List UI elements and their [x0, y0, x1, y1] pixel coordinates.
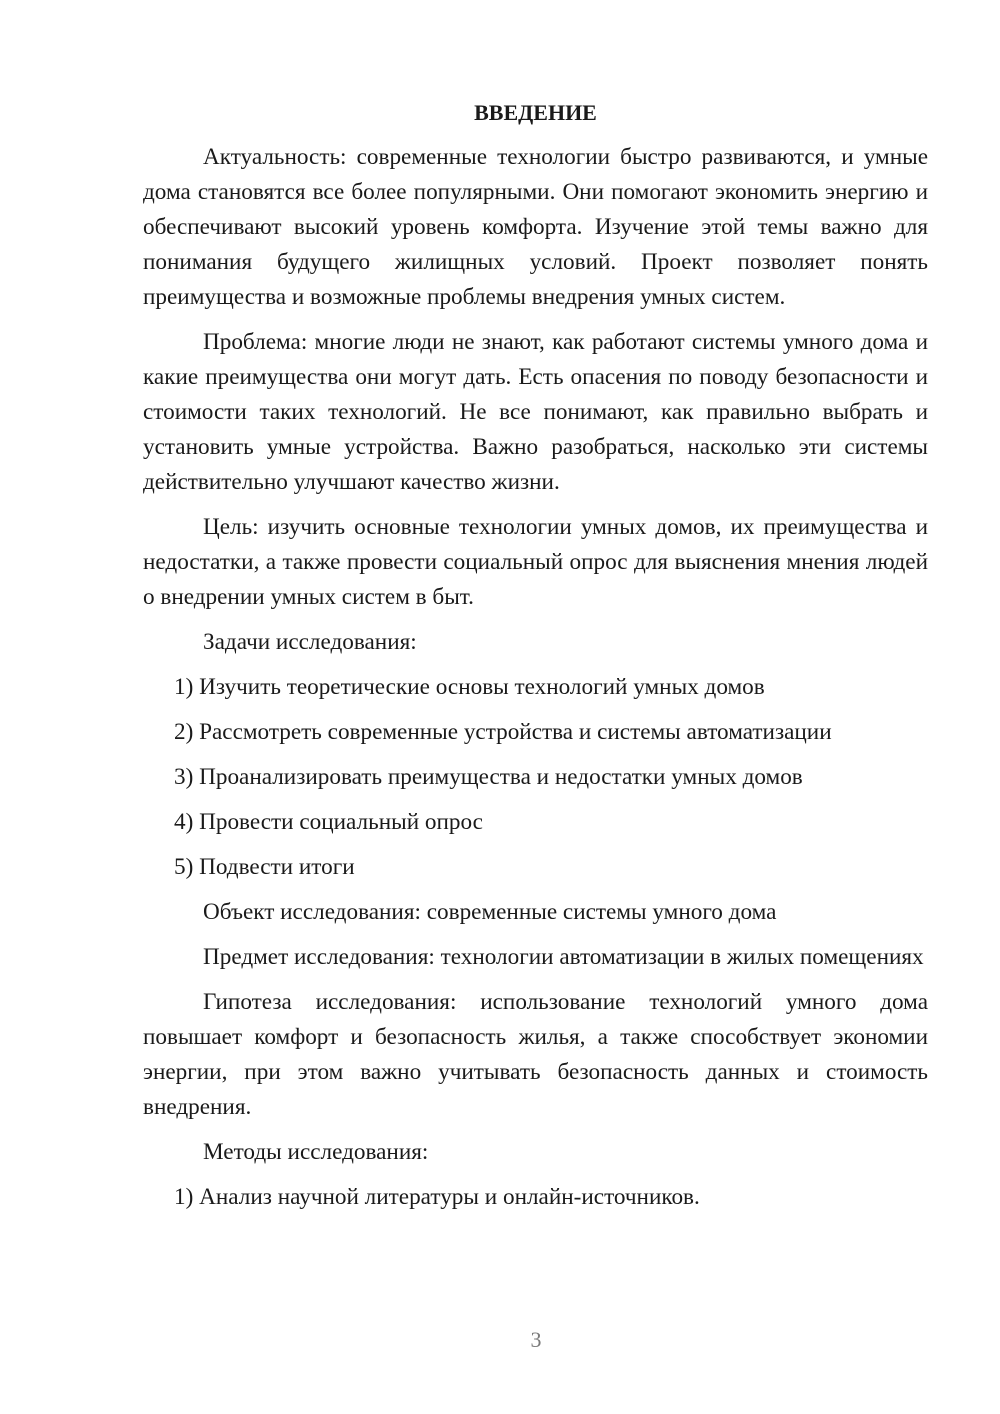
method-item: 1) Анализ научной литературы и онлайн-источников.	[174, 1184, 700, 1210]
hypothesis-paragraph: Гипотеза исследования: использование технологий умного дома повышает комфорт и безопасность жилья, а также способствует экономии энергии, при этом важно учитывать безопасность данных и стоимость внедрения.	[143, 989, 928, 1120]
relevance-paragraph: Актуальность: современные технологии быстро развиваются, и умные дома становятся все более популярными. Они помогают экономить энергию и обеспечивают высокий уровень комфорта. Изучение этой темы важно для понимания будущего жилищных условий. Проект позволяет понять преимущества и возможные проблемы внедрения умных систем.	[143, 144, 928, 310]
task-item: 1) Изучить теоретические основы технологий умных домов	[174, 674, 765, 700]
subject-paragraph: Предмет исследования: технологии автоматизации в жилых помещениях	[203, 944, 924, 970]
object-paragraph: Объект исследования: современные системы умного дома	[203, 899, 777, 925]
task-item: 3) Проанализировать преимущества и недостатки умных домов	[174, 764, 803, 790]
tasks-heading: Задачи исследования:	[203, 629, 417, 655]
task-item: 5) Подвести итоги	[174, 854, 355, 880]
methods-heading: Методы исследования:	[203, 1139, 429, 1165]
page-title: ВВЕДЕНИЕ	[474, 100, 597, 125]
page-content	[143, 95, 928, 1225]
task-item: 4) Провести социальный опрос	[174, 809, 483, 835]
goal-paragraph: Цель: изучить основные технологии умных домов, их преимущества и недостатки, а также провести социальный опрос для выяснения мнения людей о внедрении умных систем в быт.	[143, 514, 928, 610]
task-item: 2) Рассмотреть современные устройства и системы автоматизации	[174, 719, 832, 745]
page-number: 3	[530, 1327, 542, 1352]
problem-paragraph: Проблема: многие люди не знают, как работают системы умного дома и какие преимущества они могут дать. Есть опасения по поводу безопасности и стоимости таких технологий. Не все понимают, как правильно выбрать и установить умные устройства. Важно разобраться, насколько эти системы действительно улучшают качество жизни.	[143, 329, 928, 495]
